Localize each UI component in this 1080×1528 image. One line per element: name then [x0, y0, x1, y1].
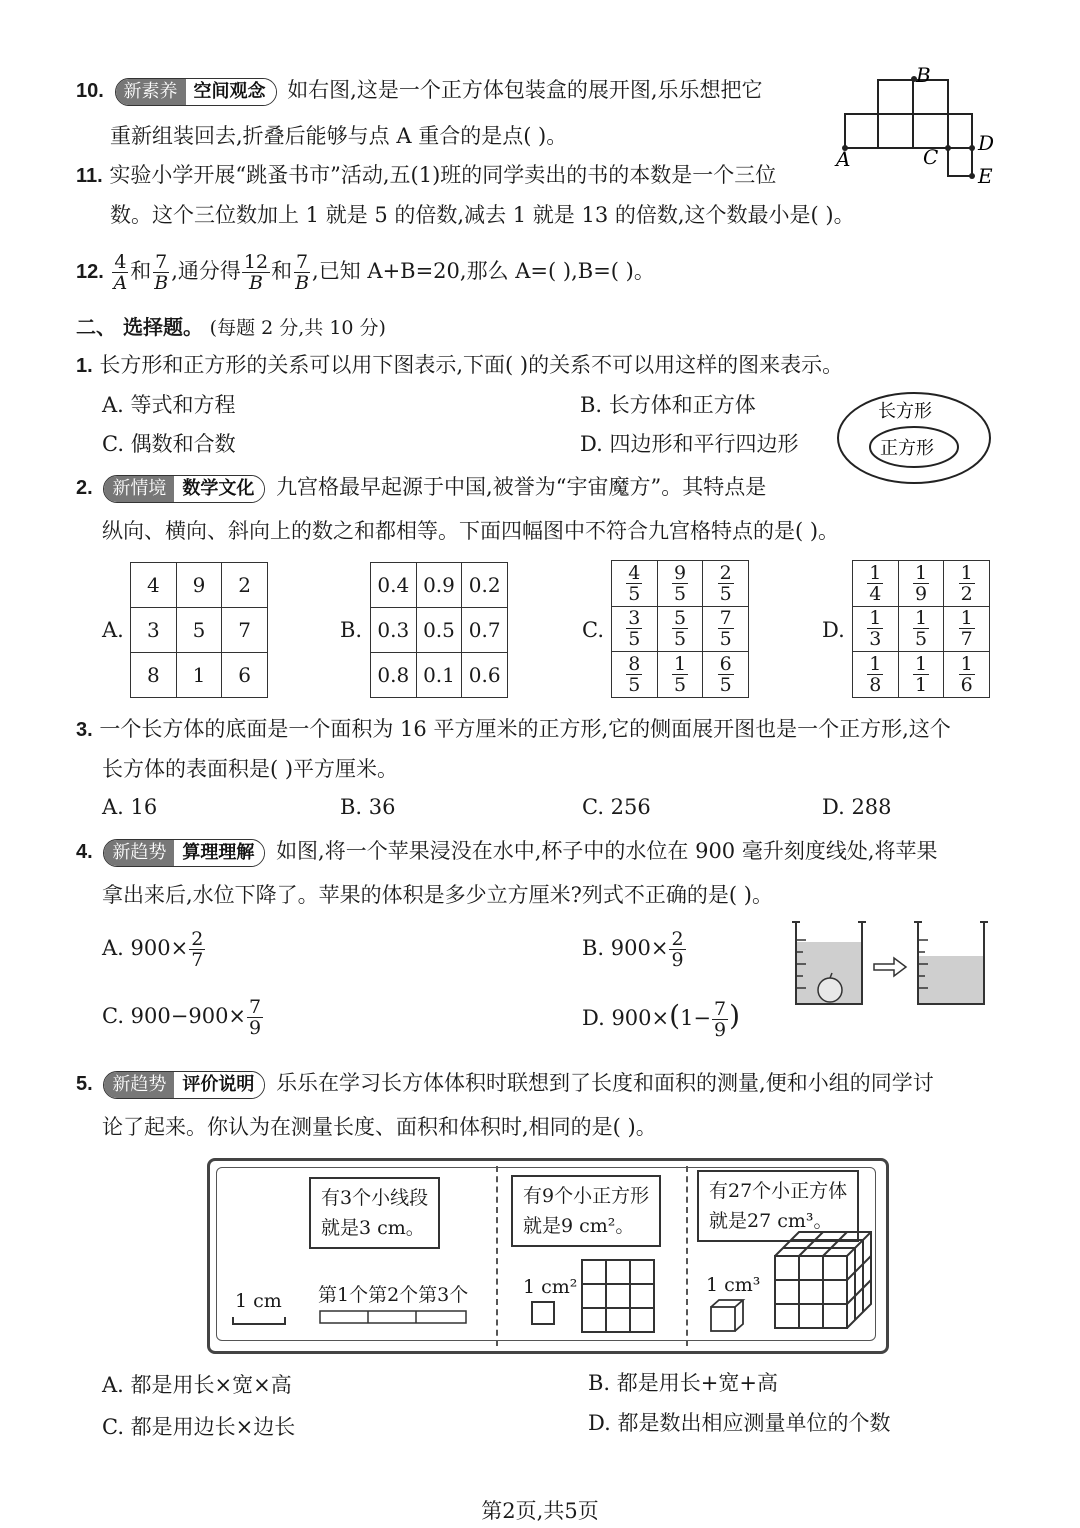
grid-cell: $\frac{1}{5}$ — [657, 652, 703, 698]
c2-tag: 新情境 数学文化 — [103, 475, 265, 503]
c3-option-a: A. 16 — [102, 795, 158, 819]
apple-icon — [818, 978, 842, 1002]
grid-cell: $\frac{9}{5}$ — [657, 561, 703, 607]
grid-label-d: D. — [822, 618, 845, 642]
q10-tag: 新素养 空间观念 — [115, 78, 277, 106]
c3-line2: 长方体的表面积是( )平方厘米。 — [102, 757, 399, 781]
c3-option-b: B. 36 — [340, 795, 396, 819]
c5-line1: 5. 新趋势 评价说明 乐乐在学习长方体体积时联想到了长度和面积的测量,便和小组的同学讨 — [76, 1068, 934, 1099]
magic-square-b — [370, 562, 508, 698]
grid-cell: 9 — [176, 563, 222, 608]
magic-square-d — [852, 560, 990, 698]
grid-cell: 0.4 — [371, 563, 417, 608]
grid-cell: $\frac{5}{5}$ — [657, 606, 703, 652]
c1-option-d: D. 四边形和平行四边形 — [580, 432, 799, 456]
q10-line2: 重新组装回去,折叠后能够与点 A 重合的是点( )。 — [110, 124, 568, 148]
volume-cube-3x3x3 — [772, 1226, 872, 1336]
grid-cell: $\frac{1}{1}$ — [898, 652, 944, 698]
grid-cell: 1 — [176, 653, 222, 698]
bubble-volume: 有27个小正方体 就是27 cm³。 — [697, 1170, 859, 1242]
c5-option-a: A. 都是用长×宽×高 — [102, 1373, 292, 1397]
grid-cell: 7 — [222, 608, 268, 653]
unit-volume-label: 1 cm³ — [706, 1274, 761, 1296]
c5-option-b: B. 都是用长+宽+高 — [588, 1371, 778, 1395]
three-segments — [318, 1308, 468, 1328]
c5-option-c: C. 都是用边长×边长 — [102, 1415, 296, 1439]
q11-line2: 数。这个三位数加上 1 就是 5 的倍数,减去 1 就是 13 的倍数,这个数最小是( )。 — [110, 203, 855, 227]
c1-option-b: B. 长方体和正方体 — [580, 393, 756, 417]
grid-cell: $\frac{4}{5}$ — [612, 561, 658, 607]
grid-cell: $\frac{1}{8}$ — [853, 652, 899, 698]
grid-cell: 5 — [176, 608, 222, 653]
c1-option-a: A. 等式和方程 — [102, 393, 236, 417]
unit-square — [530, 1300, 558, 1328]
outer-label: 长方形 — [878, 401, 932, 422]
unit-area-label: 1 cm² — [523, 1276, 578, 1298]
label-C: C — [923, 145, 939, 169]
grid-cell: $\frac{1}{5}$ — [898, 606, 944, 652]
c5-tag: 新趋势 评价说明 — [103, 1071, 265, 1099]
unit-length-label: 1 cm — [235, 1290, 282, 1312]
c1-stem: 1. 长方形和正方形的关系可以用下图表示,下面( )的关系不可以用这样的图来表示。 — [76, 353, 844, 377]
c3-option-c: C. 256 — [582, 795, 651, 819]
grid-cell: $\frac{2}{5}$ — [703, 561, 749, 607]
q11-line1: 11. 实验小学开展“跳蚤书市”活动,五(1)班的同学卖出的书的本数是一个三位 — [76, 163, 777, 187]
grid-label-a: A. — [102, 618, 124, 642]
grid-label-c: C. — [582, 618, 604, 642]
bubble-area: 有9个小正方形 就是9 cm²。 — [511, 1175, 661, 1247]
unit-length-segment — [230, 1315, 290, 1327]
c4-option-a: A. 900× $\frac{2}{7}$ — [102, 928, 204, 971]
c4-line1: 4. 新趋势 算理理解 如图,将一个苹果浸没在水中,杯子中的水位在 900 毫升刻度线处,将苹果 — [76, 836, 938, 867]
c2-line1: 2. 新情境 数学文化 九宫格最早起源于中国,被誉为“宇宙魔方”。其特点是 — [76, 472, 766, 503]
magic-square-a — [130, 562, 268, 698]
grid-cell: $\frac{1}{6}$ — [944, 652, 990, 698]
c5-option-d: D. 都是数出相应测量单位的个数 — [588, 1411, 891, 1435]
grid-cell: $\frac{3}{5}$ — [612, 606, 658, 652]
label-D: D — [978, 131, 995, 155]
magic-square-c — [611, 560, 749, 698]
section2-heading: 二、 选择题。 (每题 2 分,共 10 分) — [76, 315, 386, 339]
c3-line1: 3. 一个长方体的底面是一个面积为 16 平方厘米的正方形,它的侧面展开图也是一个正方形,这个 — [76, 717, 951, 741]
c4-option-b: B. 900× $\frac{2}{9}$ — [582, 928, 684, 971]
label-A: A — [836, 147, 851, 171]
grid-label-b: B. — [340, 618, 363, 642]
c4-line2: 拿出来后,水位下降了。苹果的体积是多少立方厘米?列式不正确的是( )。 — [102, 883, 773, 907]
c5-line2: 论了起来。你认为在测量长度、面积和体积时,相同的是( )。 — [102, 1115, 657, 1139]
grid-cell: 0.1 — [416, 653, 462, 698]
inner-label: 正方形 — [880, 438, 934, 459]
grid-cell: 0.3 — [371, 608, 417, 653]
grid-cell: 0.9 — [416, 563, 462, 608]
arrow-right-icon — [874, 958, 906, 976]
c2-line2: 纵向、横向、斜向上的数之和都相等。下面四幅图中不符合九宫格特点的是( )。 — [102, 519, 840, 543]
grid-cell: 0.8 — [371, 653, 417, 698]
grid-cell: 0.6 — [462, 653, 508, 698]
grid-cell: 4 — [131, 563, 177, 608]
grid-cell: 0.2 — [462, 563, 508, 608]
venn-diagram — [836, 390, 996, 486]
grid-cell: 6 — [222, 653, 268, 698]
c4-tag: 新趋势 算理理解 — [103, 839, 265, 867]
page-footer: 第2页,共5页 — [481, 1499, 599, 1523]
label-B: B — [916, 66, 931, 87]
cube-net-figure — [830, 66, 1030, 196]
area-grid-3x3 — [580, 1258, 658, 1336]
grid-cell: $\frac{1}{4}$ — [853, 561, 899, 607]
grid-cell: $\frac{6}{5}$ — [703, 652, 749, 698]
q10-line1: 10. 新素养 空间观念 如右图,这是一个正方体包装盒的展开图,乐乐想把它 — [76, 75, 763, 106]
beaker-figure — [790, 918, 1000, 1010]
grid-cell: $\frac{7}{5}$ — [703, 606, 749, 652]
grid-cell: 3 — [131, 608, 177, 653]
c4-option-c: C. 900−900× $\frac{7}{9}$ — [102, 996, 262, 1039]
grid-cell: $\frac{1}{7}$ — [944, 606, 990, 652]
grid-cell: 8 — [131, 653, 177, 698]
unit-cube — [708, 1298, 748, 1334]
grid-cell: $\frac{1}{2}$ — [944, 561, 990, 607]
grid-cell: 2 — [222, 563, 268, 608]
grid-cell: 0.7 — [462, 608, 508, 653]
grid-cell: $\frac{8}{5}$ — [612, 652, 658, 698]
segment-labels: 第1个第2个第3个 — [318, 1284, 469, 1306]
c1-option-c: C. 偶数和合数 — [102, 432, 236, 456]
grid-cell: $\frac{1}{3}$ — [853, 606, 899, 652]
grid-cell: $\frac{1}{9}$ — [898, 561, 944, 607]
q12-line: 12. $\frac{4}{A}$ 和 $\frac{7}{B}$ ,通分得 $\frac{12}{B}$ 和 $\frac{7}{B}$ ,已知 A+B=20,那么 A=( ),B=( )。 — [76, 251, 655, 294]
c4-option-d: D. 900×(1− $\frac{7}{9}$ ) — [582, 998, 741, 1041]
label-E: E — [978, 164, 993, 188]
grid-cell: 0.5 — [416, 608, 462, 653]
c3-option-d: D. 288 — [822, 795, 892, 819]
bubble-length: 有3个小线段 就是3 cm。 — [309, 1177, 440, 1249]
